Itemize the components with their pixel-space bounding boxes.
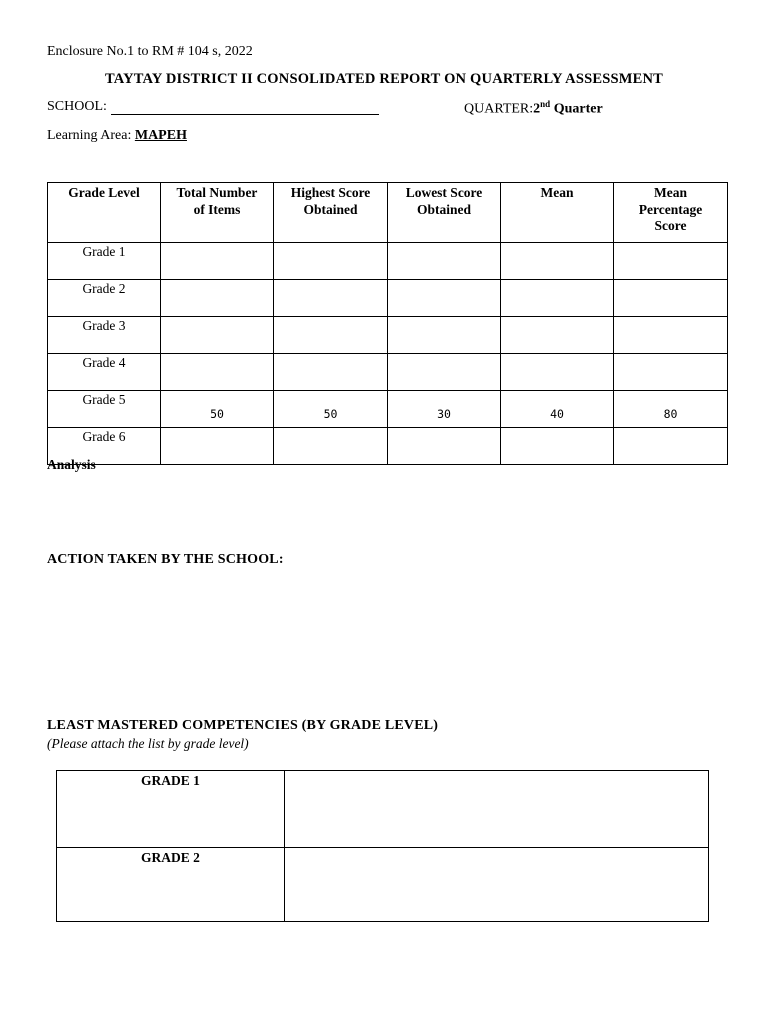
mps-cell	[614, 428, 728, 465]
mean-cell	[501, 354, 614, 391]
table-row	[57, 848, 709, 922]
lmc-grade-label: GRADE 1	[57, 771, 285, 848]
learning-area-row	[47, 128, 187, 144]
quarter-row	[464, 99, 603, 118]
total-items-cell	[161, 243, 274, 280]
header-lowest-score: Lowest Score Obtained	[388, 183, 501, 243]
grade-cell: Grade 1	[48, 243, 161, 280]
lowest-score-cell	[388, 243, 501, 280]
mean-cell	[501, 280, 614, 317]
quarter-label: QUARTER:	[464, 101, 534, 117]
grade-cell: Grade 4	[48, 354, 161, 391]
report-title: TAYTAY DISTRICT II CONSOLIDATED REPORT ON QUARTERLY ASSESSMENT	[104, 71, 664, 87]
total-items-cell	[161, 317, 274, 354]
highest-score-cell	[274, 243, 388, 280]
table-row	[48, 243, 728, 280]
mean-cell	[501, 317, 614, 354]
quarter-number: 2	[533, 101, 541, 117]
lowest-score-cell	[388, 354, 501, 391]
mean-cell	[501, 428, 614, 465]
quarter-word: Quarter	[553, 101, 603, 117]
total-items-cell	[161, 280, 274, 317]
table-row	[57, 771, 709, 848]
lowest-score-cell	[388, 428, 501, 465]
learning-area-value: MAPEH	[134, 128, 187, 143]
lowest-score-cell: 30	[388, 391, 501, 428]
total-items-cell	[161, 428, 274, 465]
table-row	[48, 428, 728, 465]
mps-cell	[614, 280, 728, 317]
grade-cell: Grade 6	[48, 428, 161, 465]
header-mean-percentage-score: Mean Percentage Score	[614, 183, 728, 243]
enclosure-reference: Enclosure No.1 to RM # 104 s, 2022	[47, 44, 253, 59]
lowest-score-cell	[388, 317, 501, 354]
least-mastered-table	[56, 770, 709, 922]
grade-cell: Grade 3	[48, 317, 161, 354]
school-blank-line	[111, 99, 379, 115]
table-row	[48, 391, 728, 428]
scores-header-row	[48, 183, 728, 243]
lmc-competencies-cell	[285, 771, 709, 848]
header-total-items: Total Number of Items	[161, 183, 274, 243]
action-taken-heading: ACTION TAKEN BY THE SCHOOL:	[47, 552, 284, 567]
table-row	[48, 280, 728, 317]
mean-cell	[501, 243, 614, 280]
quarter-suffix: nd	[540, 99, 551, 109]
lmc-competencies-cell	[285, 848, 709, 922]
total-items-cell: 50	[161, 391, 274, 428]
mps-cell: 80	[614, 391, 728, 428]
school-row	[47, 99, 379, 115]
highest-score-cell	[274, 317, 388, 354]
analysis-heading: Analysis	[47, 457, 96, 472]
school-label: SCHOOL:	[47, 99, 107, 114]
mps-cell	[614, 354, 728, 391]
header-grade-level: Grade Level	[48, 183, 161, 243]
header-mean: Mean	[501, 183, 614, 243]
least-mastered-note: (Please attach the list by grade level)	[47, 736, 249, 751]
header-highest-score: Highest Score Obtained	[274, 183, 388, 243]
grade-cell: Grade 2	[48, 280, 161, 317]
highest-score-cell: 50	[274, 391, 388, 428]
grade-cell: Grade 5	[48, 391, 161, 428]
mps-cell	[614, 243, 728, 280]
mps-cell	[614, 317, 728, 354]
lmc-grade-label: GRADE 2	[57, 848, 285, 922]
mean-cell: 40	[501, 391, 614, 428]
highest-score-cell	[274, 428, 388, 465]
total-items-cell	[161, 354, 274, 391]
highest-score-cell	[274, 354, 388, 391]
least-mastered-heading: LEAST MASTERED COMPETENCIES (BY GRADE LEVEL)	[47, 718, 439, 733]
assessment-scores-table	[47, 182, 728, 465]
table-row	[48, 354, 728, 391]
highest-score-cell	[274, 280, 388, 317]
learning-area-label: Learning Area:	[47, 128, 132, 143]
lowest-score-cell	[388, 280, 501, 317]
table-row	[48, 317, 728, 354]
